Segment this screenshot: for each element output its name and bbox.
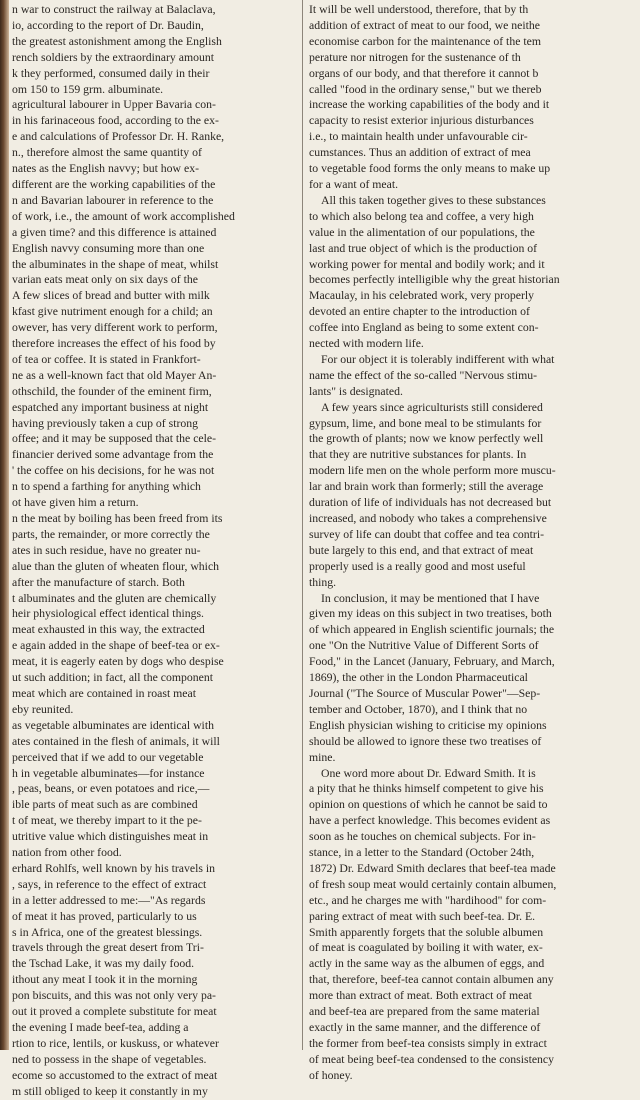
text-line: It will be well understood, therefore, that by th bbox=[309, 3, 529, 16]
text-line: of fresh soup meat would certainly contain albumen, bbox=[309, 877, 557, 891]
text-line: Macaulay, in his celebrated work, very properly bbox=[309, 289, 535, 303]
text-line: utritive value which distinguishes meat in bbox=[12, 830, 209, 844]
text-line: the evening I made beef-tea, adding a bbox=[12, 1021, 189, 1034]
text-line: n and Bavarian labourer in reference to the bbox=[12, 193, 214, 207]
text-line: , says, in reference to the effect of extract bbox=[12, 877, 207, 891]
text-line: mine. bbox=[309, 750, 336, 764]
text-line: name the effect of the so-called "Nervous stimu- bbox=[309, 368, 538, 382]
text-line: Food," in the Lancet (January, February, and March, bbox=[309, 655, 555, 669]
text-line: have a perfect knowledge. This becomes evident as bbox=[309, 814, 551, 828]
text-line: of which appeared in English scientific journals; the bbox=[309, 623, 555, 637]
left-text-column bbox=[12, 2, 297, 1100]
text-line: agricultural labourer in Upper Bavaria con- bbox=[12, 98, 216, 112]
column-divider bbox=[302, 0, 303, 1050]
text-line: more than extract of meat. Both extract of meat bbox=[309, 989, 532, 1003]
text-line: erhard Rohlfs, well known by his travels in bbox=[12, 861, 215, 875]
text-line: etc., and he charges me with "hardihood" for com- bbox=[309, 893, 547, 907]
text-line: English navvy consuming more than one bbox=[12, 241, 205, 255]
text-line: heir physiological effect identical things. bbox=[12, 607, 204, 621]
text-line: of meat it has proved, particularly to us bbox=[12, 909, 197, 923]
text-line: out it proved a complete substitute for meat bbox=[12, 1005, 217, 1019]
text-line: actly in the same way as the albumen of eggs, and bbox=[309, 957, 545, 971]
text-line: different are the working capabilities of the bbox=[12, 177, 216, 191]
text-line: value in the alimentation of our populations, the bbox=[309, 225, 535, 239]
text-line: n war to construct the railway at Balaclava, bbox=[12, 3, 216, 16]
text-line: eby reunited. bbox=[12, 702, 74, 716]
text-line: in a letter addressed to me:—"As regards bbox=[12, 893, 206, 907]
text-line: 1869), the other in the London Pharmaceutical bbox=[309, 671, 528, 685]
text-line: othschild, the founder of the eminent firm, bbox=[12, 384, 212, 398]
text-line: n to spend a farthing for anything which bbox=[12, 480, 201, 494]
text-line: t albuminates and the gluten are chemically bbox=[12, 591, 217, 605]
text-line: of work, i.e., the amount of work accomplished bbox=[12, 209, 235, 223]
text-line: the albuminates in the shape of meat, whilst bbox=[12, 257, 219, 271]
text-line: thing. bbox=[309, 575, 337, 589]
text-line: financier derived some advantage from the bbox=[12, 448, 214, 462]
text-line: modern life men on the whole perform more muscu- bbox=[309, 464, 556, 478]
text-line: pon biscuits, and this was not only very pa- bbox=[12, 989, 216, 1003]
text-line: nation from other food. bbox=[12, 846, 122, 860]
text-line: ates in such residue, have no greater nu- bbox=[12, 543, 201, 557]
text-line: given my ideas on this subject in two treatises, both bbox=[309, 607, 552, 621]
text-line: addition of extract of meat to our food, we neithe bbox=[309, 18, 541, 32]
right-text-column bbox=[309, 2, 638, 1084]
text-line: for a want of meat. bbox=[309, 177, 399, 191]
paragraph-first-line: A few years since agriculturists still considered bbox=[321, 400, 543, 414]
text-line: organs of our body, and that therefore it cannot b bbox=[309, 66, 539, 80]
text-line: , peas, beans, or even potatoes and rice,— bbox=[12, 782, 210, 796]
text-line: espatched any important business at night bbox=[12, 400, 209, 414]
text-line: ne as a well-known fact that old Mayer An- bbox=[12, 368, 217, 382]
paragraph-first-line: In conclusion, it may be mentioned that I have bbox=[321, 591, 540, 605]
text-line: meat, it is eagerly eaten by dogs who despise bbox=[12, 655, 224, 669]
text-line: soon as he touches on chemical subjects. For in- bbox=[309, 830, 536, 844]
text-line: owever, has very different work to perform, bbox=[12, 321, 218, 335]
text-line: n the meat by boiling has been freed from its bbox=[12, 512, 223, 525]
paragraph-first-line: For our object it is tolerably indifferent with what bbox=[321, 352, 555, 366]
text-line: k they performed, consumed daily in their bbox=[12, 66, 210, 80]
text-line: a pity that he thinks himself competent to give his bbox=[309, 782, 544, 796]
text-line: om 150 to 159 grm. albuminate. bbox=[12, 82, 164, 96]
text-line: last and true object of which is the production of bbox=[309, 241, 538, 255]
paragraph-first-line: One word more about Dr. Edward Smith. It is bbox=[321, 766, 536, 780]
text-line: working power for mental and bodily work; and it bbox=[309, 257, 545, 271]
text-line: 1872) Dr. Edward Smith declares that beef-tea made bbox=[309, 861, 556, 875]
text-line: paring extract of meat with such beef-tea. Dr. E. bbox=[309, 909, 536, 923]
text-line: ible parts of meat such as are combined bbox=[12, 798, 198, 812]
text-line: duration of life of individuals has not decreased but bbox=[309, 496, 552, 510]
text-line: one "On the Nutritive Value of Different Sorts of bbox=[309, 639, 539, 653]
text-line: survey of life can doubt that coffee and tea contri- bbox=[309, 527, 545, 541]
text-line: meat which are contained in roast meat bbox=[12, 686, 197, 700]
text-line: ' the coffee on his decisions, for he was not bbox=[12, 464, 215, 478]
text-line: lants" is designated. bbox=[309, 384, 403, 398]
book-binding-edge bbox=[0, 0, 9, 1050]
text-line: of honey. bbox=[309, 1068, 353, 1082]
text-line: of meat is coagulated by boiling it with water, ex- bbox=[309, 941, 543, 955]
text-line: rench soldiers by the extraordinary amount bbox=[12, 50, 214, 64]
text-line: should be allowed to ignore these two treatises of bbox=[309, 734, 542, 748]
text-line: m still obliged to keep it constantly in my bbox=[12, 1084, 208, 1098]
text-line: ut such addition; in fact, all the component bbox=[12, 671, 214, 685]
text-line: called "food in the ordinary sense," but we thereb bbox=[309, 82, 542, 96]
text-line: of tea or coffee. It is stated in Frankfort- bbox=[12, 352, 201, 366]
text-line: parts, the remainder, or more correctly the bbox=[12, 527, 210, 541]
text-line: meat exhausted in this way, the extracted bbox=[12, 623, 205, 637]
text-line: coffee into England as being to some extent con- bbox=[309, 321, 539, 335]
text-line: to vegetable food forms the only means to make up bbox=[309, 162, 551, 176]
text-line: s in Africa, one of the greatest blessings. bbox=[12, 925, 203, 939]
text-line: varian eats meat only on six days of the bbox=[12, 273, 198, 287]
text-line: Journal ("The Source of Muscular Power"—Sep- bbox=[309, 686, 541, 700]
text-line: kfast give nutriment enough for a child; an bbox=[12, 305, 213, 319]
text-line: the Tschad Lake, it was my daily food. bbox=[12, 957, 195, 971]
text-line: ned to possess in the shape of vegetables. bbox=[12, 1052, 207, 1066]
text-line: having previously taken a cup of strong bbox=[12, 416, 198, 430]
text-line: t of meat, we thereby impart to it the pe- bbox=[12, 814, 202, 828]
text-line: the greatest astonishment among the English bbox=[12, 34, 222, 48]
text-line: perature nor nitrogen for the sustenance of th bbox=[309, 50, 521, 64]
text-line: properly used is a really good and most useful bbox=[309, 559, 526, 573]
paragraph-first-line: All this taken together gives to these substances bbox=[321, 193, 546, 207]
text-line: economise carbon for the maintenance of the tem bbox=[309, 34, 541, 48]
text-line: bute largely to this end, and that extract of meat bbox=[309, 543, 534, 557]
text-line: n., therefore almost the same quantity of bbox=[12, 146, 202, 160]
text-line: the former from beef-tea consists simply in extract bbox=[309, 1036, 547, 1050]
text-line: and beef-tea are prepared from the same material bbox=[309, 1005, 540, 1019]
text-line: capacity to resist exterior injurious disturbances bbox=[309, 114, 534, 128]
text-line: ithout any meat I took it in the morning bbox=[12, 973, 198, 987]
text-line: increase the working capabilities of the body and it bbox=[309, 98, 550, 112]
text-line: to which also belong tea and coffee, a very high bbox=[309, 209, 534, 223]
text-line: ates contained in the flesh of animals, it will bbox=[12, 734, 220, 748]
text-line: ot have given him a return. bbox=[12, 496, 139, 510]
text-line: a given time? and this difference is attained bbox=[12, 225, 217, 239]
text-line: lar and brain work than formerly; still the average bbox=[309, 480, 544, 494]
text-line: e and calculations of Professor Dr. H. Ranke, bbox=[12, 130, 225, 144]
text-line: ecome so accustomed to the extract of meat bbox=[12, 1068, 218, 1082]
text-line: io, according to the report of Dr. Baudin, bbox=[12, 18, 204, 32]
text-line: opinion on questions of which he cannot be said to bbox=[309, 798, 548, 812]
text-line: devoted an entire chapter to the introduction of bbox=[309, 305, 530, 319]
text-line: tember and October, 1870), and I think that no bbox=[309, 702, 528, 716]
text-line: as vegetable albuminates are identical with bbox=[12, 718, 214, 732]
text-line: becomes perfectly intelligible why the great historian bbox=[309, 273, 560, 287]
text-line: perceived that if we add to our vegetable bbox=[12, 750, 204, 764]
text-line: increased, and nobody who takes a comprehensive bbox=[309, 512, 547, 525]
text-line: English physician wishing to criticise my opinions bbox=[309, 718, 547, 732]
text-line: therefore increases the effect of his food by bbox=[12, 337, 216, 351]
text-line: rtion to rice, lentils, or kuskuss, or whatever bbox=[12, 1036, 219, 1050]
text-line: i.e., to maintain health under unfavourable cir- bbox=[309, 130, 528, 144]
text-line: alue than the gluten of wheaten flour, which bbox=[12, 559, 220, 573]
text-line: the growth of plants; now we know perfectly well bbox=[309, 432, 544, 446]
text-line: nected with modern life. bbox=[309, 337, 424, 351]
text-line: nates as the English navvy; but how ex- bbox=[12, 162, 199, 176]
text-line: offee; and it may be supposed that the cele- bbox=[12, 432, 217, 446]
text-line: of meat being beef-tea condensed to the consistency bbox=[309, 1052, 555, 1066]
text-line: after the manufacture of starch. Both bbox=[12, 575, 185, 589]
text-line: h in vegetable albuminates—for instance bbox=[12, 766, 205, 780]
text-line: stance, in a letter to the Standard (October 24th, bbox=[309, 846, 535, 860]
text-line: that they are nutritive substances for plants. In bbox=[309, 448, 527, 462]
text-line: that, therefore, beef-tea cannot contain albumen any bbox=[309, 973, 554, 987]
text-line: exactly in the same manner, and the difference of bbox=[309, 1021, 541, 1034]
text-line: A few slices of bread and butter with milk bbox=[12, 289, 210, 303]
text-line: Smith apparently forgets that the soluble albumen bbox=[309, 925, 544, 939]
text-line: gypsum, lime, and bone meal to be stimulants for bbox=[309, 416, 542, 430]
text-line: cumstances. Thus an addition of extract of mea bbox=[309, 146, 531, 160]
text-line: e again added in the shape of beef-tea or ex- bbox=[12, 639, 220, 653]
text-line: in his farinaceous food, according to the ex- bbox=[12, 114, 219, 128]
text-line: travels through the great desert from Tri- bbox=[12, 941, 204, 955]
